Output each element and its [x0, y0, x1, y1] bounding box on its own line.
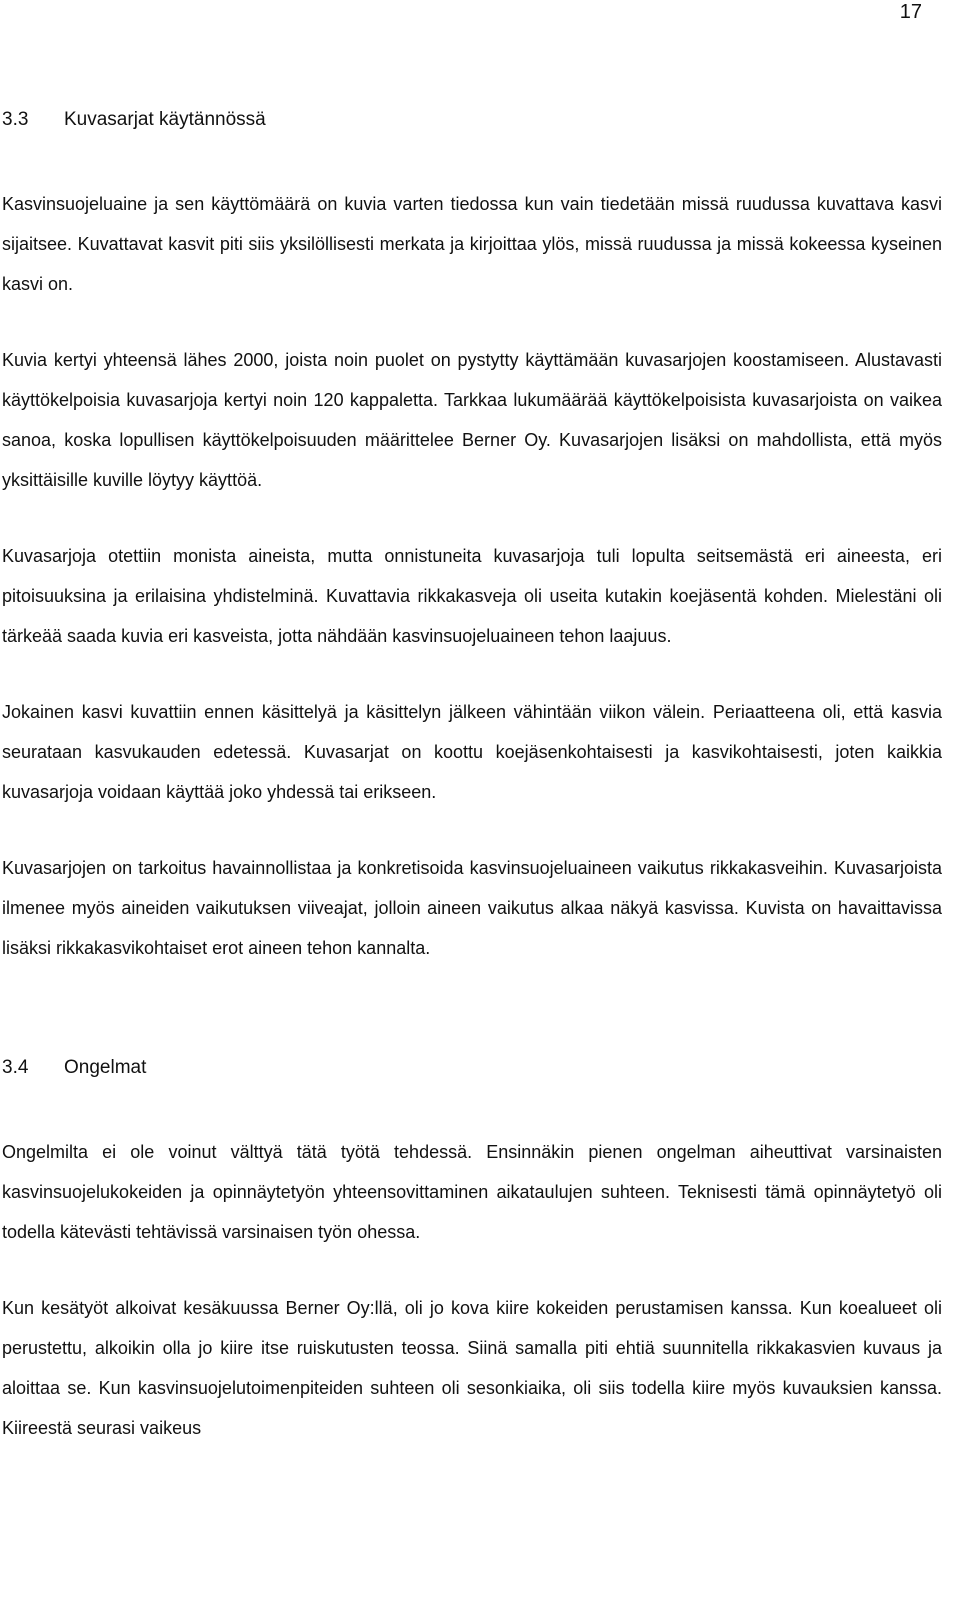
- paragraph: Jokainen kasvi kuvattiin ennen käsittelyä ja käsittelyn jälkeen vähintään viikon välein. Periaatteena oli, että kasvia seurataan kasvukauden edetessä. Kuvasarjat on koottu koejäsenkohtaisesti ja kasvikohtaisesti, joten kaikkia kuvasarjoja voidaan käyttää joko yhdessä tai erikseen.: [2, 702, 942, 802]
- paragraph: Kun kesätyöt alkoivat kesäkuussa Berner Oy:llä, oli jo kova kiire kokeiden perustamisen kanssa. Kun koealueet oli perustettu, alkoikin olla jo kiire itse ruiskutusten teossa. Siinä samalla piti ehtiä suunnitella rikkakasvien kuvaus ja aloittaa se. Kun kasvinsuojelutoimenpiteiden suhteen oli sesonkiaika, oli siis todella kiire myös kuvauksien kanssa. Kiireestä seurasi vaikeus: [2, 1298, 942, 1438]
- document-body: [2, 106, 942, 1448]
- section-number: 3.4: [2, 1057, 29, 1078]
- section-heading: [2, 106, 942, 134]
- paragraph: Kuvasarjojen on tarkoitus havainnollistaa ja konkretisoida kasvinsuojeluaineen vaikutus rikkakasveihin. Kuvasarjoista ilmenee myös aineiden vaikutuksen viiveajat, jolloin aineen vaikutus alkaa näkyä kasvissa. Kuvista on havaittavissa lisäksi rikkakasvikohtaiset erot aineen tehon kannalta.: [2, 858, 942, 958]
- section-number: 3.3: [2, 109, 29, 130]
- section-title: Kuvasarjat käytännössä: [64, 109, 266, 130]
- paragraph: Kuvasarjoja otettiin monista aineista, mutta onnistuneita kuvasarjoja tuli lopulta seitsemästä eri aineesta, eri pitoisuuksina ja erilaisina yhdistelminä. Kuvattavia rikkakasveja oli useita kutakin koejäsentä kohden. Mielestäni oli tärkeää saada kuvia eri kasveista, jotta nähdään kasvinsuojeluaineen tehon laajuus.: [2, 546, 942, 646]
- paragraph: Kasvinsuojeluaine ja sen käyttömäärä on kuvia varten tiedossa kun vain tiedetään missä ruudussa kuvattava kasvi sijaitsee. Kuvattavat kasvit piti siis yksilöllisesti merkata ja kirjoittaa ylös, missä ruudussa ja missä kokeessa kyseinen kasvi on.: [2, 194, 942, 294]
- section-heading: [2, 1054, 942, 1082]
- paragraph: Ongelmilta ei ole voinut välttyä tätä työtä tehdessä. Ensinnäkin pienen ongelman aiheuttivat varsinaisten kasvinsuojelukokeiden ja opinnäytetyön yhteensovittaminen aikataulujen suhteen. Teknisesti tämä opinnäytetyö oli todella kätevästi tehtävissä varsinaisen työn ohessa.: [2, 1142, 942, 1242]
- paragraph: Kuvia kertyi yhteensä lähes 2000, joista noin puolet on pystytty käyttämään kuvasarjojen koostamiseen. Alustavasti käyttökelpoisia kuvasarjoja kertyi noin 120 kappaletta. Tarkkaa lukumäärää käyttökelpoisista kuvasarjoista on vaikea sanoa, koska lopullisen käyttökelpoisuuden määrittelee Berner Oy. Kuvasarjojen lisäksi on mahdollista, että myös yksittäisille kuville löytyy käyttöä.: [2, 350, 942, 490]
- page-number: 17: [899, 1, 922, 23]
- section-title: Ongelmat: [64, 1057, 147, 1078]
